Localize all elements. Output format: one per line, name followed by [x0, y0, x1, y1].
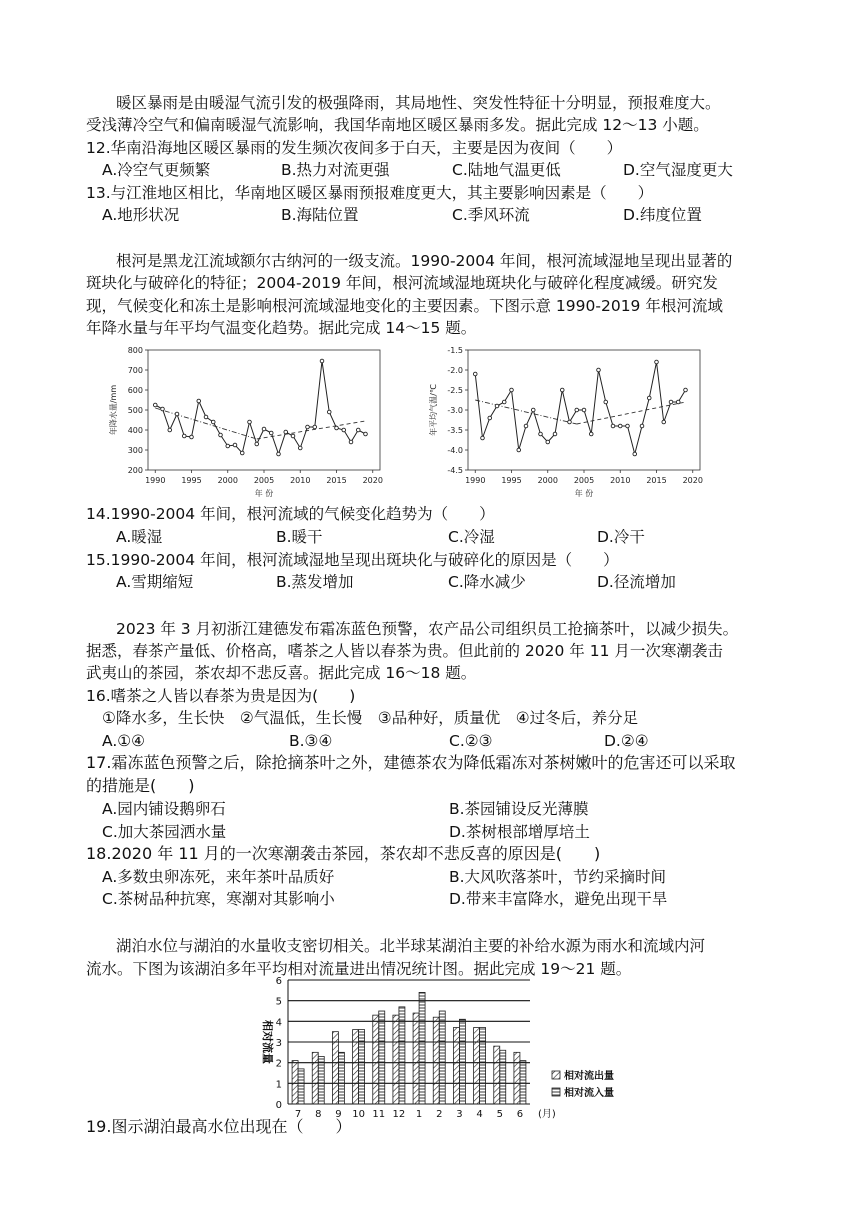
precip-ytick-label: 700 — [127, 366, 143, 375]
precip-point — [364, 432, 368, 436]
temp-point — [488, 416, 492, 420]
precip-point — [262, 427, 266, 431]
q17-stem-line1: 17.霜冻蓝色预警之后，除抢摘茶叶之外，建德茶农为降低霜冻对茶树嫩叶的危害还可以采取 — [86, 753, 736, 772]
flow-bar-outflow — [373, 1015, 379, 1104]
q13-stem: 13.与江淮地区相比，华南地区暖区暴雨预报难度更大，其主要影响因素是（ ） — [86, 184, 654, 202]
temp-xtick-label: 1990 — [465, 476, 486, 485]
flow-ylabel: 相对流量 — [261, 1020, 274, 1064]
flow-bar-outflow — [494, 1046, 500, 1104]
precip-point — [320, 359, 324, 363]
q12-stem: 12.华南沿海地区暖区暴雨的发生频次夜间多于白天，主要是因为夜间（ ） — [86, 139, 623, 157]
flow-xtick-label: 10 — [352, 1109, 365, 1120]
passage4-line1: 湖泊水位与湖泊的水量收支密切相关。北半球某湖泊主要的补给水源为雨水和流域内河 — [116, 937, 706, 955]
precip-point — [356, 428, 360, 432]
precip-point — [168, 428, 172, 432]
precip-point — [313, 425, 317, 429]
precip-ytick-label: 600 — [127, 386, 143, 395]
q17-option-b[interactable]: B.茶园铺设反光薄膜 — [449, 800, 589, 818]
precip-point — [277, 452, 281, 456]
flow-bar-outflow — [413, 1013, 419, 1104]
temp-point — [684, 388, 688, 392]
temp-point — [502, 400, 506, 404]
flow-xtick-label: 5 — [496, 1109, 503, 1120]
flow-xlabel: (月) — [538, 1109, 556, 1120]
precip-point — [349, 440, 353, 444]
flow-xtick-label: 12 — [392, 1109, 406, 1120]
precip-point — [269, 431, 273, 435]
q13-option-d[interactable]: D.纬度位置 — [623, 206, 702, 224]
temp-point — [647, 396, 651, 400]
flow-bar-outflow — [514, 1052, 520, 1104]
flow-ytick-label: 2 — [275, 1058, 282, 1070]
precip-xtick-label: 1990 — [145, 476, 166, 485]
flow-xtick-label: 7 — [294, 1109, 302, 1120]
temp-point — [568, 420, 572, 424]
flow-ytick-label: 6 — [275, 976, 282, 987]
precip-point — [204, 415, 208, 419]
temp-ytick-label: -3.0 — [447, 406, 463, 415]
q16-option-b[interactable]: B.③④ — [289, 732, 333, 750]
q14-option-c[interactable]: C.冷湿 — [448, 528, 495, 546]
q13-option-c[interactable]: C.季风环流 — [452, 206, 530, 224]
flow-bar-inflow — [419, 992, 425, 1104]
temp-point — [662, 420, 666, 424]
precip-series-line — [155, 361, 365, 454]
passage2-line3: 现，气候变化和冻土是影响根河流域湿地变化的主要因素。下图示意 1990-2019 年根河流域 — [86, 297, 723, 315]
precip-xtick-label: 2015 — [326, 476, 347, 485]
precip-point — [327, 410, 331, 414]
lake-flow-chart — [250, 974, 650, 1126]
q12-option-d[interactable]: D.空气湿度更大 — [623, 161, 733, 179]
temp-point — [495, 404, 499, 408]
q18-option-a[interactable]: A.多数虫卵冻死，来年茶叶品质好 — [102, 868, 335, 886]
precip-point — [219, 433, 223, 437]
temp-point — [604, 400, 608, 404]
flow-bar-inflow — [520, 1061, 526, 1104]
temp-point — [597, 368, 601, 372]
temp-point — [560, 388, 564, 392]
precip-point — [298, 446, 302, 450]
precipitation-chart — [100, 340, 390, 505]
temp-ytick-label: -4.0 — [447, 446, 463, 455]
temp-point — [546, 440, 550, 444]
precip-point — [240, 451, 244, 455]
passage3-line2: 据悉，春茶产量低、价格高，嗜茶之人皆以春茶为贵。但此前的 2020 年 11 月一次寒潮袭击 — [86, 642, 723, 660]
temp-ylabel: 年平均气温/℃ — [429, 384, 438, 436]
flow-bar-outflow — [433, 1017, 439, 1104]
precip-ytick-label: 400 — [127, 426, 143, 435]
precip-ylabel: 年降水量/mm — [109, 384, 118, 436]
temp-point — [589, 432, 593, 436]
temp-ytick-label: -4.5 — [447, 466, 463, 475]
precip-xtick-label: 2020 — [362, 476, 383, 485]
precip-xlabel: 年 份 — [254, 489, 274, 498]
precip-xtick-label: 2005 — [253, 476, 275, 485]
precip-point — [248, 420, 252, 424]
precip-point — [197, 399, 201, 403]
temp-xlabel: 年 份 — [574, 489, 594, 498]
flow-bar-outflow — [353, 1030, 359, 1104]
flow-bar-inflow — [318, 1056, 324, 1104]
flow-ytick-label: 1 — [275, 1079, 282, 1091]
precip-point — [284, 430, 288, 434]
q18-option-c[interactable]: C.茶树品种抗寒，寒潮对其影响小 — [102, 890, 335, 908]
q18-option-b[interactable]: B.大风吹落茶叶，节约采摘时间 — [449, 868, 667, 886]
flow-bar-inflow — [459, 1019, 465, 1104]
precip-point — [153, 403, 157, 407]
precip-xtick-label: 2010 — [290, 476, 311, 485]
precip-trend-1990-2004 — [155, 408, 257, 439]
q16-stem: 16.嗜茶之人皆以春茶为贵是因为( ) — [86, 687, 356, 705]
temp-xtick-label: 2000 — [537, 476, 558, 485]
precip-point — [175, 412, 179, 416]
flow-bar-inflow — [480, 1028, 486, 1104]
q14-option-b[interactable]: B.暖干 — [276, 528, 323, 546]
q15-option-d[interactable]: D.径流增加 — [597, 573, 676, 591]
flow-xtick-label: 11 — [372, 1109, 386, 1120]
precip-xtick-label: 2000 — [217, 476, 238, 485]
q16-items: ①降水多，生长快 ②气温低，生长慢 ③品种好，质量优 ④过冬后，养分足 — [102, 709, 639, 727]
flow-bar-outflow — [312, 1052, 318, 1104]
passage1-line1: 暖区暴雨是由暖湿气流引发的极强降雨，其局地性、突发性特征十分明显，预报难度大。 — [116, 94, 721, 112]
flow-bar-outflow — [292, 1061, 298, 1104]
legend-inflow-label: 相对流入量 — [564, 1088, 614, 1099]
temp-ytick-label: -2.0 — [447, 366, 463, 375]
temp-point — [611, 424, 615, 428]
q15-option-a[interactable]: A.雪期缩短 — [116, 573, 194, 591]
temp-point — [676, 400, 680, 404]
passage3-line1: 2023 年 3 月初浙江建德发布霜冻蓝色预警，农产品公司组织员工抢摘茶叶，以减少损失。 — [116, 620, 739, 638]
precip-trend-2004-2019 — [257, 421, 366, 439]
legend-outflow-swatch — [552, 1071, 560, 1079]
q16-option-a[interactable]: A.①④ — [102, 732, 146, 750]
temp-xtick-label: 2005 — [573, 476, 595, 485]
temp-ytick-label: -3.5 — [447, 426, 463, 435]
q16-option-d[interactable]: D.②④ — [604, 732, 649, 750]
precip-point — [306, 425, 310, 429]
flow-ytick-label: 0 — [275, 1100, 282, 1111]
flow-bar-outflow — [453, 1028, 459, 1104]
q12-option-c[interactable]: C.陆地气温更低 — [452, 161, 561, 179]
precip-point — [182, 434, 186, 438]
q17-option-a[interactable]: A.园内铺设鹅卵石 — [102, 800, 226, 818]
flow-xtick-label: 6 — [516, 1109, 524, 1120]
precip-point — [233, 443, 237, 447]
q18-option-d[interactable]: D.带来丰富降水，避免出现干旱 — [449, 890, 668, 908]
passage2-line1: 根河是黑龙江流域额尔古纳河的一级支流。1990-2004 年间，根河流域湿地呈现出显著的 — [116, 252, 733, 270]
temp-point — [626, 424, 630, 428]
q17-stem-line2: 的措施是( ) — [86, 776, 195, 795]
flow-xtick-label: 2 — [436, 1109, 443, 1120]
flow-ytick-label: 3 — [275, 1038, 282, 1049]
q15-option-c[interactable]: C.降水减少 — [448, 573, 526, 591]
precip-ytick-label: 500 — [127, 406, 143, 415]
temp-point — [510, 388, 514, 392]
precip-plot-frame — [148, 350, 380, 470]
q14-option-d[interactable]: D.冷干 — [597, 528, 645, 546]
temp-point — [640, 424, 644, 428]
passage4-line2: 流水。下图为该湖泊多年平均相对流量进出情况统计图。据此完成 19～21 题。 — [86, 960, 632, 978]
temp-point — [655, 360, 659, 364]
flow-xtick-label: 9 — [335, 1109, 342, 1120]
q13-option-b[interactable]: B.海陆位置 — [281, 206, 359, 224]
temp-ytick-label: -2.5 — [447, 386, 463, 395]
temp-point — [539, 432, 543, 436]
precip-ytick-label: 200 — [127, 466, 143, 475]
flow-bar-outflow — [332, 1032, 338, 1104]
temp-point — [531, 408, 535, 412]
precip-point — [291, 434, 295, 438]
temp-xtick-label: 1995 — [501, 476, 522, 485]
flow-xtick-label: 3 — [456, 1109, 463, 1120]
precip-ytick-label: 300 — [127, 446, 143, 455]
temp-point — [517, 448, 521, 452]
flow-xtick-label: 4 — [476, 1109, 483, 1120]
q12-option-b[interactable]: B.热力对流更强 — [281, 161, 390, 179]
temp-xtick-label: 2020 — [682, 476, 703, 485]
q14-option-a[interactable]: A.暖湿 — [116, 528, 163, 546]
precip-point — [190, 435, 194, 439]
flow-bar-inflow — [399, 1007, 405, 1104]
temp-point — [481, 436, 485, 440]
passage1-line2: 受浅薄冷空气和偏南暖湿气流影响，我国华南地区暖区暴雨多发。据此完成 12～13 小题。 — [86, 116, 709, 134]
flow-bar-inflow — [298, 1069, 304, 1104]
precip-point — [335, 426, 339, 430]
q16-option-c[interactable]: C.②③ — [449, 732, 493, 750]
flow-ytick-label: 5 — [275, 996, 282, 1008]
legend-outflow-label: 相对流出量 — [564, 1071, 614, 1082]
precip-point — [255, 442, 259, 446]
temp-point — [524, 424, 528, 428]
q18-stem: 18.2020 年 11 月的一次寒潮袭击茶园，茶农却不悲反喜的原因是( ) — [86, 844, 601, 863]
passage2-line2: 斑块化与破碎化的特征；2004-2019 年间，根河流域湿地斑块化与破碎化程度减缓。研究发 — [86, 274, 718, 292]
q17-option-d[interactable]: D.茶树根部增厚培土 — [449, 823, 590, 841]
precip-point — [161, 407, 165, 411]
temp-trend-1990-2004 — [475, 400, 577, 424]
temp-point — [582, 408, 586, 412]
flow-bar-outflow — [393, 1015, 399, 1104]
passage2-line4: 年降水量与年平均气温变化趋势。据此完成 14～15 题。 — [86, 319, 477, 337]
flow-xtick-label: 1 — [415, 1109, 423, 1120]
flow-bar-inflow — [359, 1030, 365, 1104]
temp-point — [473, 372, 477, 376]
temp-point — [618, 424, 622, 428]
flow-ytick-label: 4 — [275, 1017, 282, 1029]
flow-bar-inflow — [379, 1011, 385, 1104]
q17-option-c[interactable]: C.加大茶园洒水量 — [102, 823, 227, 841]
temp-point — [575, 408, 579, 412]
q14-stem: 14.1990-2004 年间，根河流域的气候变化趋势为（ ） — [86, 505, 495, 523]
temp-xtick-label: 2015 — [646, 476, 667, 485]
q19-stem: 19.图示湖泊最高水位出现在（ ） — [86, 1117, 352, 1136]
flow-bar-inflow — [500, 1050, 506, 1104]
precip-xtick-label: 1995 — [181, 476, 202, 485]
temp-xtick-label: 2010 — [610, 476, 631, 485]
temp-point — [669, 400, 673, 404]
q12-option-a[interactable]: A.冷空气更频繁 — [102, 161, 211, 179]
temperature-chart — [420, 340, 710, 505]
q15-option-b[interactable]: B.蒸发增加 — [276, 573, 354, 591]
flow-xtick-label: 8 — [315, 1109, 322, 1120]
flow-bar-inflow — [439, 1011, 445, 1104]
q13-option-a[interactable]: A.地形状况 — [102, 206, 180, 224]
passage3-line3: 武夷山的茶园，茶农却不悲反喜。据此完成 16～18 题。 — [86, 664, 477, 682]
temp-ytick-label: -1.5 — [447, 346, 463, 355]
precip-point — [211, 420, 215, 424]
flow-bar-inflow — [338, 1052, 344, 1104]
precip-ytick-label: 800 — [127, 346, 143, 355]
q15-stem: 15.1990-2004 年间，根河流域湿地呈现出斑块化与破碎化的原因是（ ） — [86, 551, 619, 569]
temp-point — [553, 432, 557, 436]
precip-point — [226, 444, 230, 448]
legend-inflow-swatch — [552, 1088, 560, 1096]
flow-bar-outflow — [474, 1028, 480, 1104]
temp-point — [633, 452, 637, 456]
precip-point — [342, 428, 346, 432]
